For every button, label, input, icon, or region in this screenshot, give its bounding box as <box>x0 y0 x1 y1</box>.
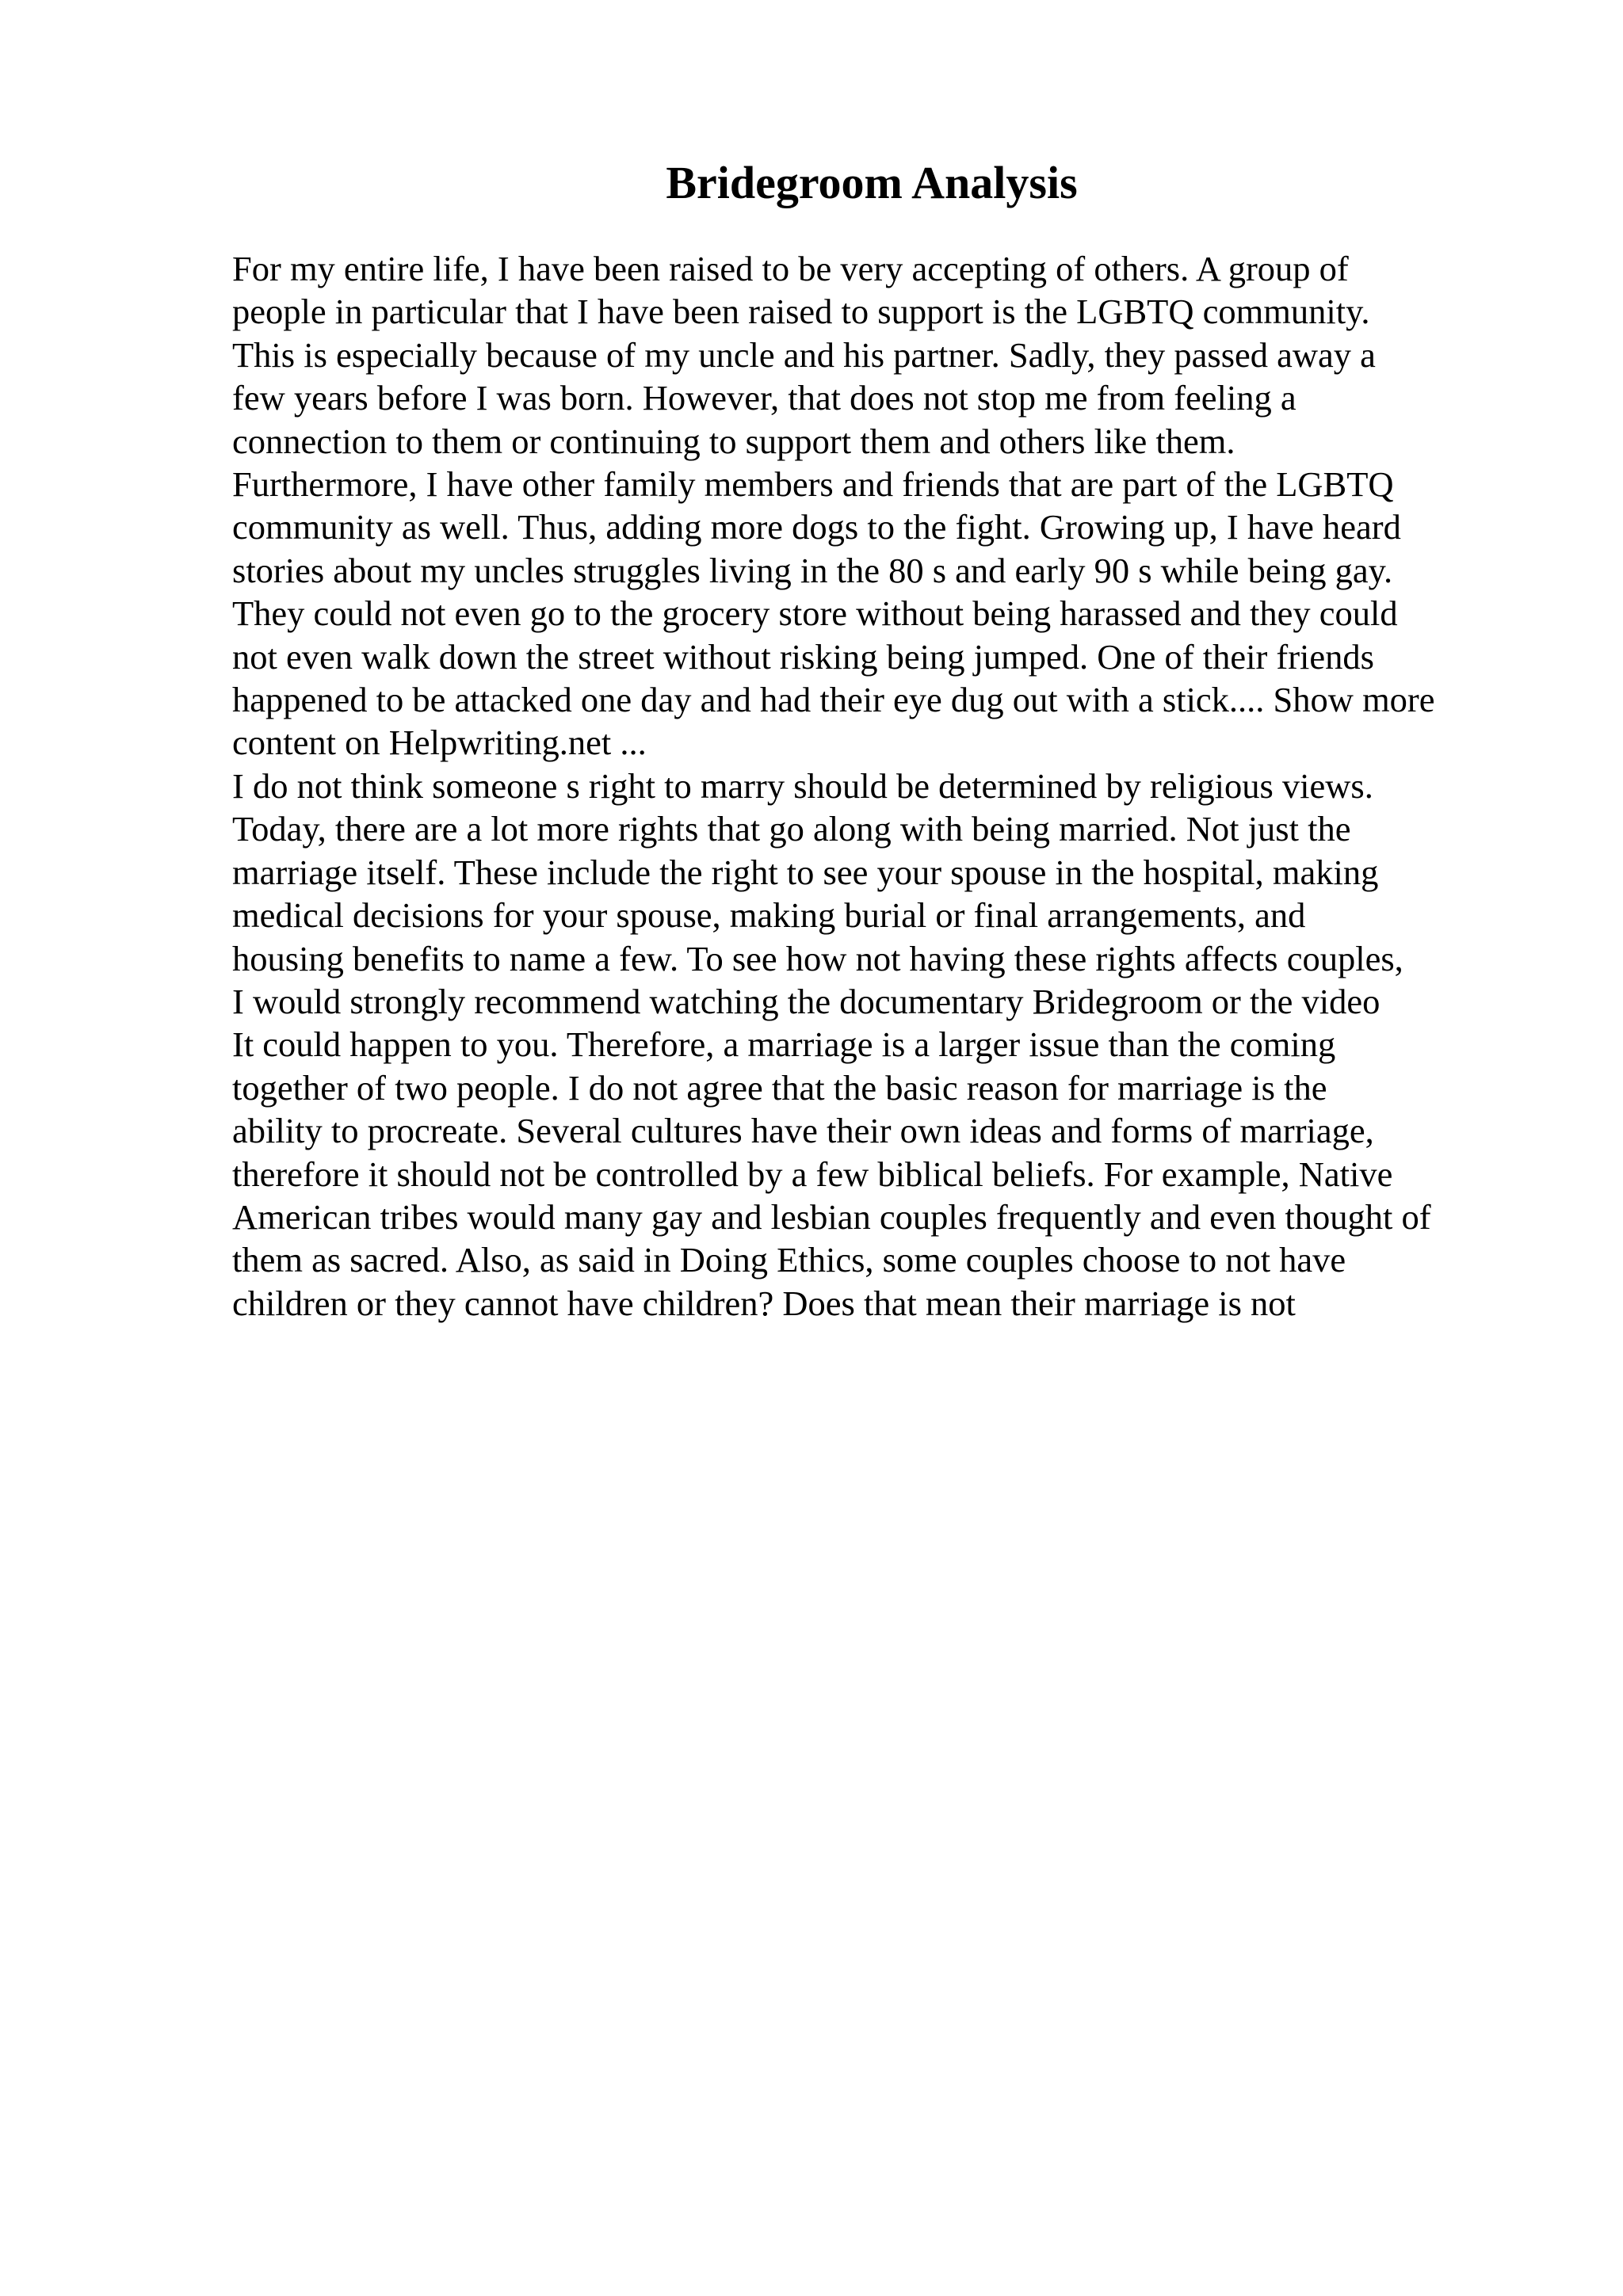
text-line: people in particular that I have been raised to support is the LGBTQ community. <box>232 292 1370 332</box>
text-line: I would strongly recommend watching the documentary Bridegroom or the video <box>232 981 1381 1021</box>
text-line: For my entire life, I have been raised to be very accepting of others. A group of <box>232 249 1349 288</box>
text-line: content on Helpwriting.net ... <box>232 723 647 763</box>
text-line: not even walk down the street without risking being jumped. One of their friends <box>232 636 1374 677</box>
text-line: It could happen to you. Therefore, a marriage is a larger issue than the coming <box>232 1024 1336 1065</box>
text-line: few years before I was born. However, that does not stop me from feeling a <box>232 378 1296 418</box>
text-line: happened to be attacked one day and had their eye dug out with a stick.... Show more <box>232 680 1435 720</box>
text-line: They could not even go to the grocery store without being harassed and they could <box>232 593 1398 634</box>
text-line: I do not think someone s right to marry should be determined by religious views. <box>232 765 1373 806</box>
text-line: ability to procreate. Several cultures have their own ideas and forms of marriage, <box>232 1111 1374 1151</box>
document-title: Bridegroom Analysis <box>666 157 1078 208</box>
text-line: community as well. Thus, adding more dogs to the fight. Growing up, I have heard <box>232 507 1401 547</box>
text-line: stories about my uncles struggles living in the 80 s and early 90 s while being gay. <box>232 550 1393 590</box>
text-line: them as sacred. Also, as said in Doing Ethics, some couples choose to not have <box>232 1240 1346 1280</box>
document-body <box>232 247 1579 1325</box>
text-line: housing benefits to name a few. To see how not having these rights affects couples, <box>232 938 1403 978</box>
text-line: connection to them or continuing to support them and others like them. <box>232 421 1235 461</box>
text-line: medical decisions for your spouse, making burial or final arrangements, and <box>232 895 1306 936</box>
text-line: This is especially because of my uncle and his partner. Sadly, they passed away a <box>232 334 1376 375</box>
text-line: Furthermore, I have other family members and friends that are part of the LGBTQ <box>232 464 1394 505</box>
text-line: therefore it should not be controlled by a few biblical beliefs. For example, Native <box>232 1154 1393 1194</box>
text-line: marriage itself. These include the right to see your spouse in the hospital, making <box>232 852 1379 892</box>
text-line: children or they cannot have children? Does that mean their marriage is not <box>232 1283 1296 1323</box>
text-line: Today, there are a lot more rights that go along with being married. Not just the <box>232 809 1351 849</box>
text-line: American tribes would many gay and lesbian couples frequently and even thought of <box>232 1196 1431 1237</box>
text-line: together of two people. I do not agree that the basic reason for marriage is the <box>232 1067 1327 1108</box>
